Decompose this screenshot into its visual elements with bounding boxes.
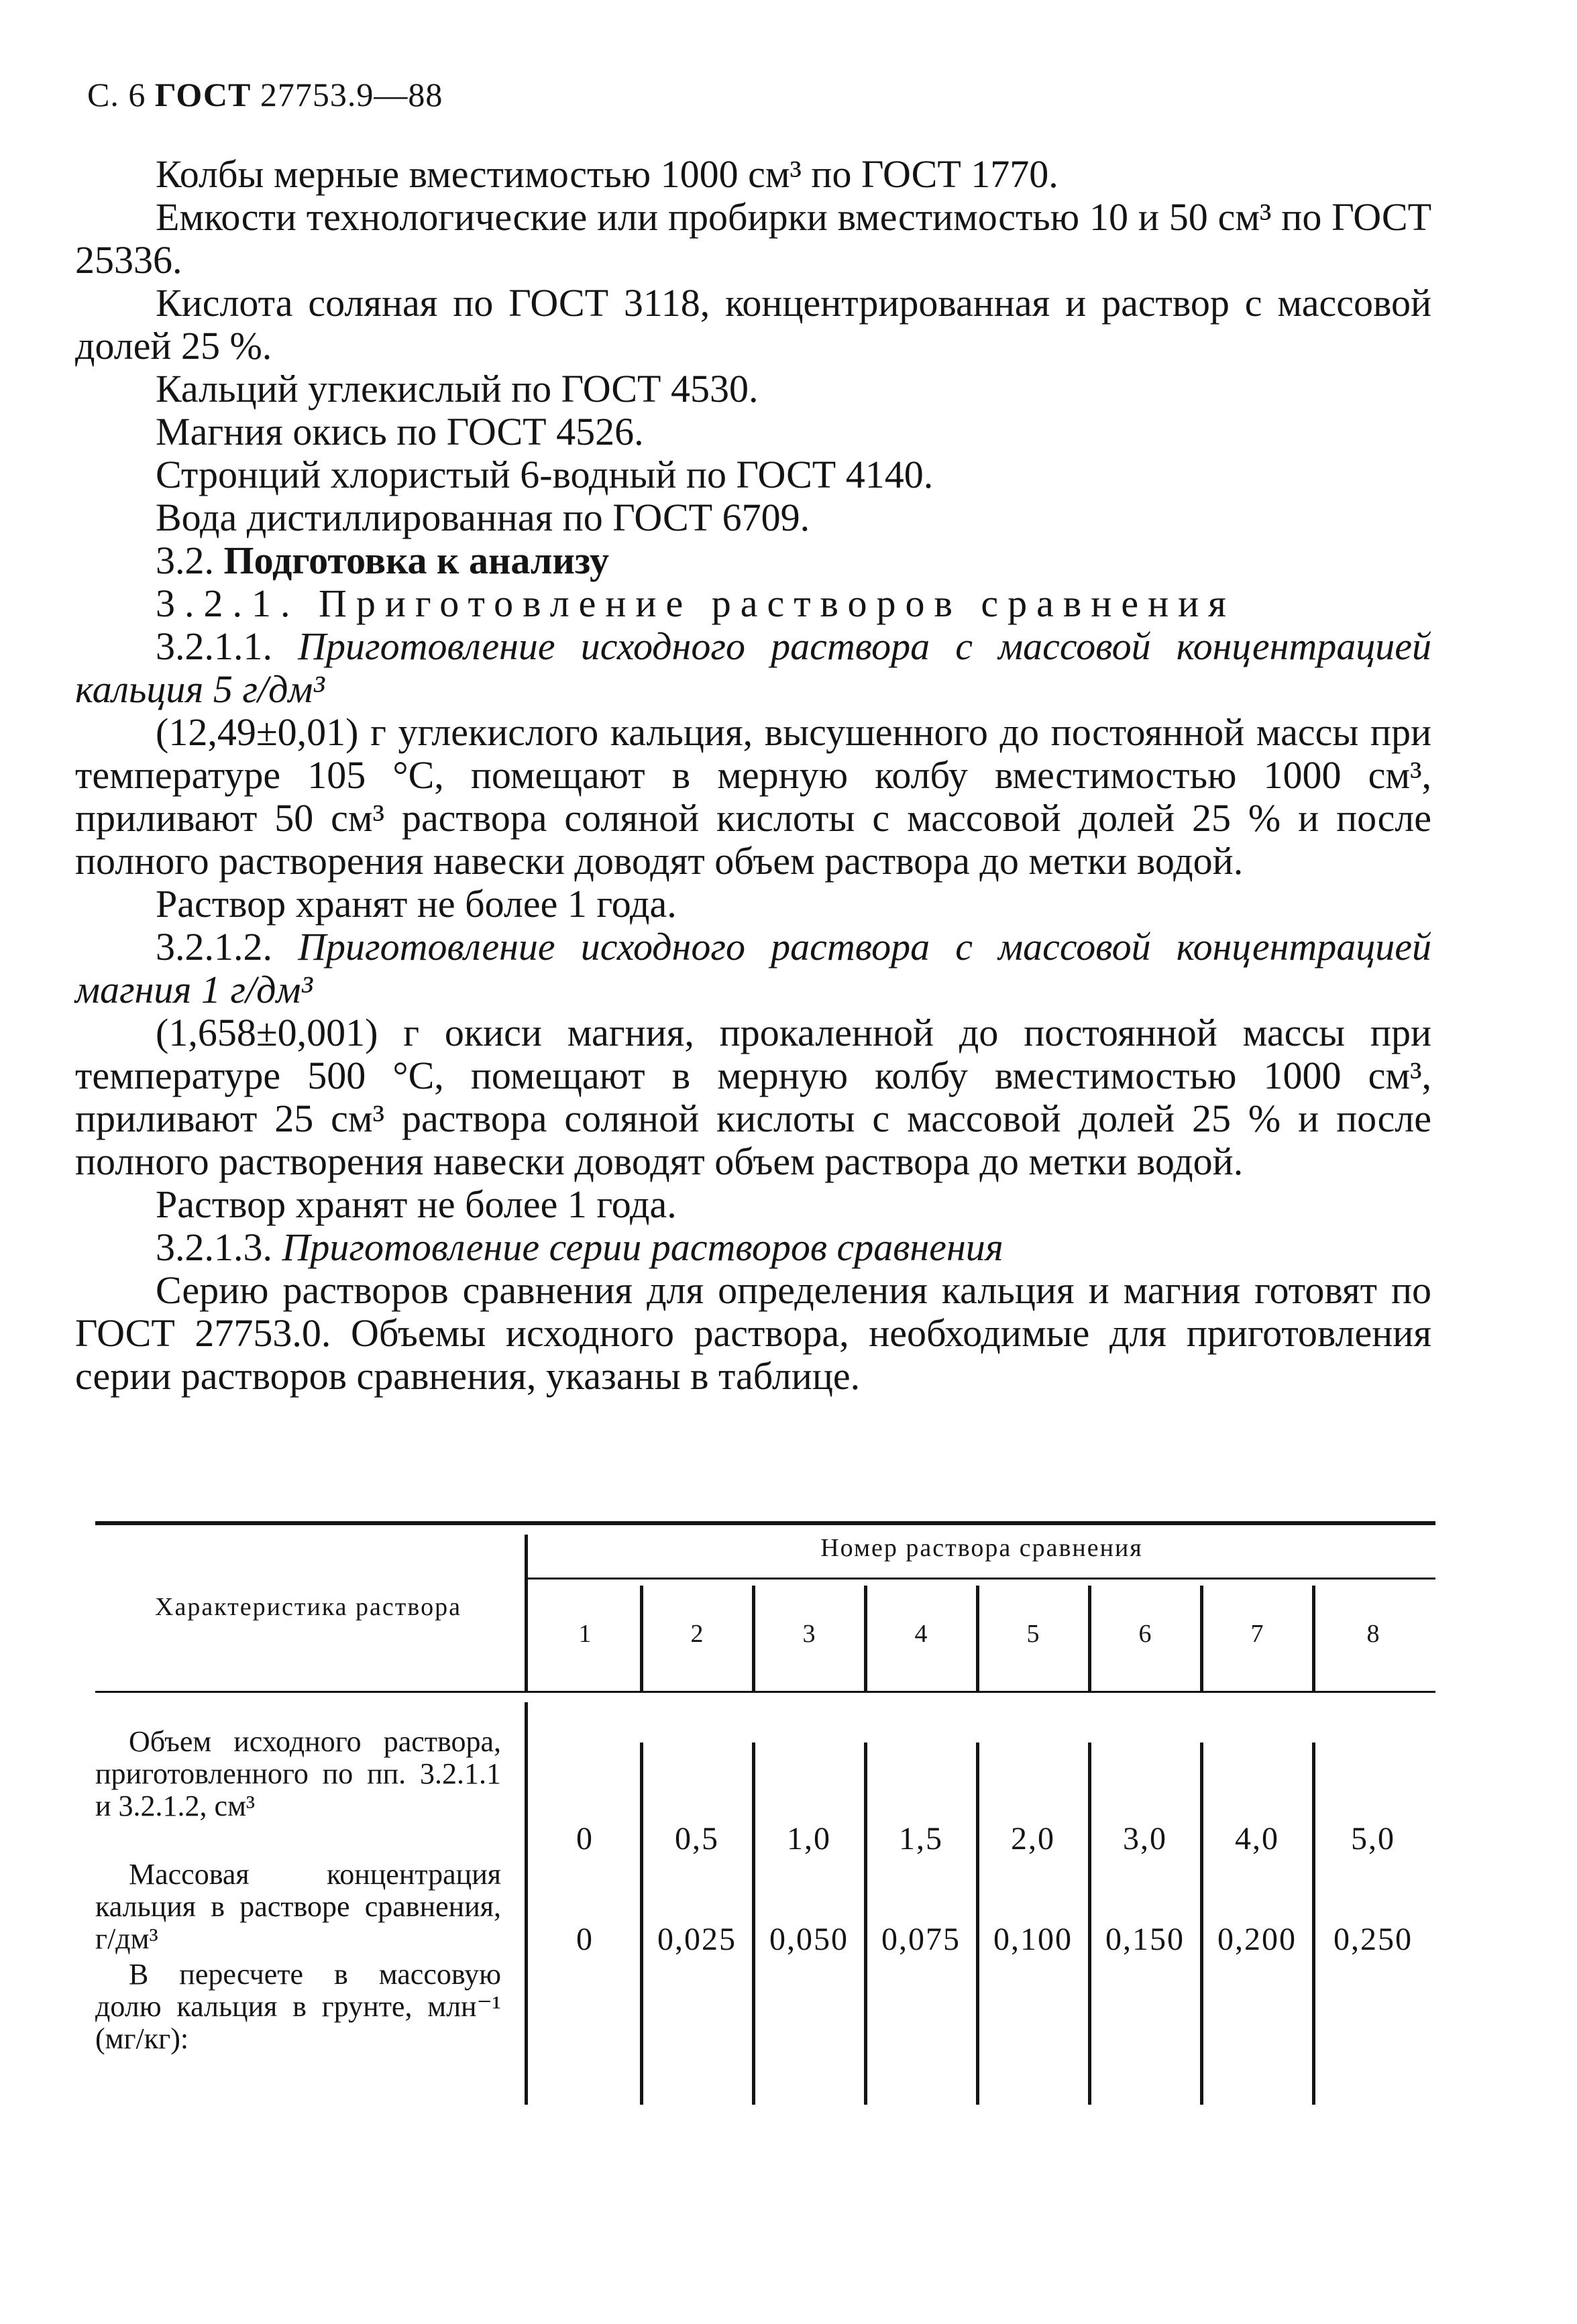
table-cell: 0,5 — [675, 1821, 719, 1857]
section-title: Приготовление серии растворов сравнения — [282, 1225, 1003, 1269]
paragraph: Стронций хлористый 6-водный по ГОСТ 4140. — [156, 453, 934, 496]
column-group-header: Номер раствора сравнения — [820, 1534, 1143, 1562]
header-doc-number: 27753.9—88 — [260, 76, 443, 113]
paragraph: Кислота соляная по ГОСТ 3118, концентрированная и раствор с массовой долей 25 %. — [75, 281, 1431, 368]
column-header-characteristic: Характеристика раствора — [155, 1593, 461, 1621]
section-title: Приготовление исходного раствора с массовой концентрацией кальция 5 г/дм³ — [75, 624, 1431, 711]
paragraph: (12,49±0,01) г углекислого кальция, высушенного до постоянной массы при температуре 105 °С, помещают в мерную колбу вместимостью 1000 см³, приливают 50 см³ раствора соляной кислоты с массовой долей 25 % и после полного растворения навески доводят объем раствора до метки водой. — [75, 710, 1431, 883]
section-heading-3-2-1-2 — [75, 926, 1431, 1011]
table-divider — [525, 1702, 528, 2105]
page-header — [87, 75, 443, 114]
table-top-rule — [95, 1521, 1435, 1525]
table-cell: 1,5 — [899, 1821, 943, 1857]
paragraph: Раствор хранят не более 1 года. — [156, 1182, 677, 1226]
table-divider — [1312, 1586, 1315, 1691]
row-label-text: В пересчете в массовую долю кальция в грунте, млн⁻¹ (мг/кг): — [95, 1958, 501, 2055]
column-number: 1 — [578, 1620, 592, 1648]
table-cell: 0,200 — [1217, 1922, 1297, 1957]
table-cell: 0 — [576, 1922, 594, 1957]
table-cell: 3,0 — [1123, 1821, 1167, 1857]
page-number: С. 6 — [87, 76, 146, 113]
column-number: 3 — [802, 1620, 816, 1648]
table-cell: 0,150 — [1105, 1922, 1185, 1957]
row-label-calcium-concentration — [95, 1859, 501, 1955]
header-gost-word: ГОСТ — [154, 76, 252, 113]
table-group-rule — [528, 1578, 1435, 1580]
paragraph: Вода дистиллированная по ГОСТ 6709. — [156, 496, 810, 539]
section-number: 3.2.1.1. — [156, 624, 272, 668]
table-cell: 0,025 — [657, 1922, 737, 1957]
row-label-calcium-fraction — [95, 1958, 501, 2055]
column-number: 7 — [1250, 1620, 1264, 1648]
table-cell: 1,0 — [787, 1821, 831, 1857]
paragraph: Кальций углекислый по ГОСТ 4530. — [156, 367, 759, 410]
section-heading-3-2-1: 3.2.1. Приготовление растворов сравнения — [156, 582, 1236, 625]
table-cell: 0,100 — [993, 1922, 1073, 1957]
column-number: 2 — [690, 1620, 704, 1648]
table-cell: 2,0 — [1011, 1821, 1055, 1857]
section-title: Приготовление исходного раствора с массовой концентрацией магния 1 г/дм³ — [75, 925, 1431, 1011]
table-cell: 0,250 — [1334, 1922, 1413, 1957]
row-label-text: Объем исходного раствора, приготовленного по пп. 3.2.1.1 и 3.2.1.2, см³ — [95, 1725, 501, 1822]
column-number: 6 — [1138, 1620, 1152, 1648]
section-heading-3-2 — [75, 539, 1431, 582]
reference-solutions-table — [95, 1521, 1435, 2105]
paragraph: (1,658±0,001) г окиси магния, прокаленной до постоянной массы при температуре 500 °С, помещают в мерную колбу вместимостью 1000 см³, приливают 25 см³ раствора соляной кислоты с массовой долей 25 % и после полного растворения навески доводят объем раствора до метки водой. — [75, 1011, 1431, 1183]
paragraph: Серию растворов сравнения для определения кальция и магния готовят по ГОСТ 27753.0. Объемы исходного раствора, необходимые для приготовления серии растворов сравнения, указаны в таблице. — [75, 1268, 1431, 1398]
table-divider — [1312, 1742, 1315, 2105]
table-header-rule — [95, 1691, 1435, 1693]
column-number: 4 — [914, 1620, 928, 1648]
table-cell: 0,050 — [769, 1922, 849, 1957]
section-number: 3.2.1.3. — [156, 1225, 272, 1269]
table-cell: 5,0 — [1351, 1821, 1395, 1857]
section-number: 3.2.1.2. — [156, 925, 272, 969]
table-cell: 4,0 — [1235, 1821, 1279, 1857]
row-label-text: Массовая концентрация кальция в растворе сравнения, г/дм³ — [95, 1858, 501, 1955]
paragraph: Колбы мерные вместимостью 1000 см³ по ГОСТ 1770. — [156, 152, 1058, 196]
paragraph: Магния окись по ГОСТ 4526. — [156, 410, 644, 453]
body-text — [75, 153, 1431, 1398]
paragraph: Емкости технологические или пробирки вместимостью 10 и 50 см³ по ГОСТ 25336. — [75, 195, 1431, 282]
section-title: Подготовка к анализу — [223, 539, 609, 582]
section-heading-3-2-1-3 — [75, 1226, 1431, 1269]
table-cell: 0 — [576, 1821, 594, 1857]
column-number: 5 — [1026, 1620, 1040, 1648]
row-label-volume — [95, 1726, 501, 1822]
section-heading-3-2-1-1 — [75, 625, 1431, 711]
section-number: 3.2. — [156, 539, 214, 582]
paragraph: Раствор хранят не более 1 года. — [156, 882, 677, 926]
column-number: 8 — [1366, 1620, 1380, 1648]
table-cell: 0,075 — [881, 1922, 961, 1957]
